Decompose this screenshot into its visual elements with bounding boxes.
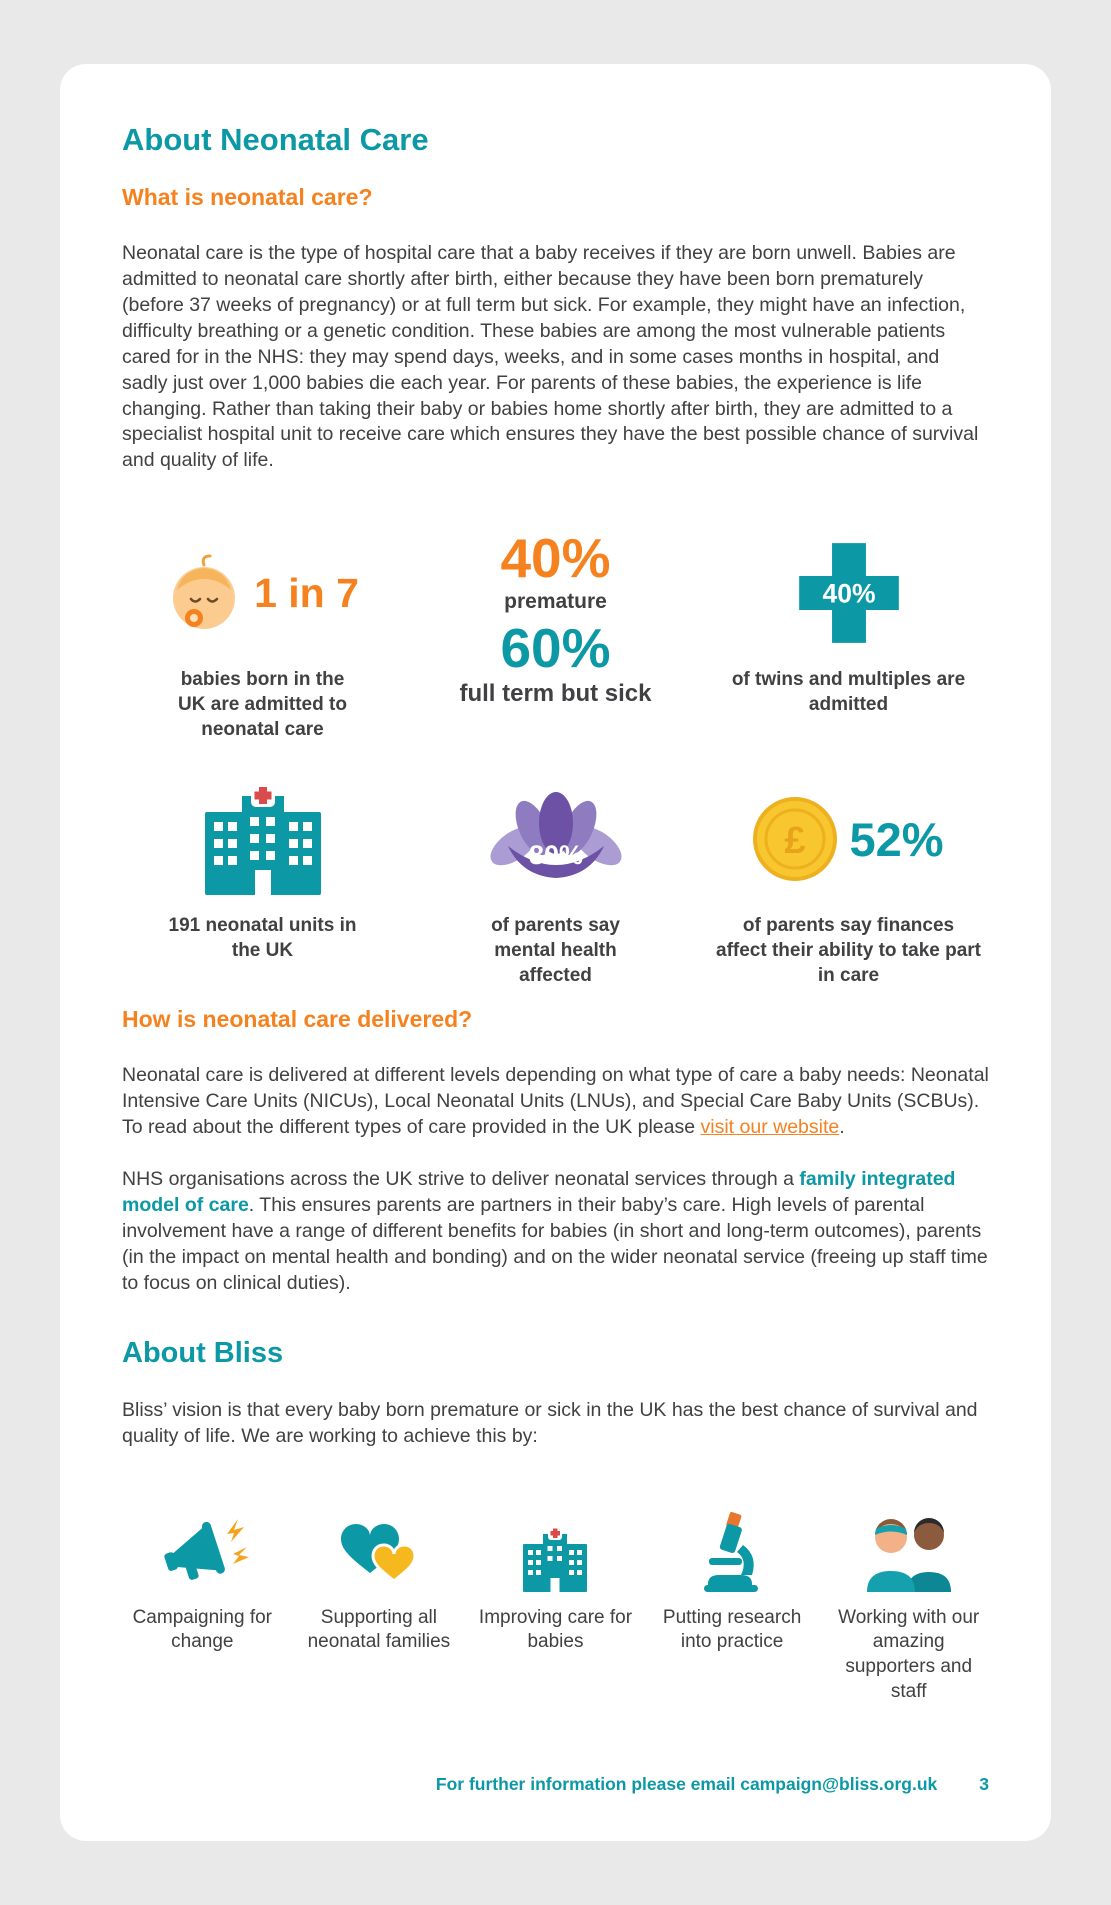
one-in-seven-value: 1 in 7 <box>254 569 359 616</box>
footer-text: For further information please email campaign@bliss.org.uk <box>435 1774 938 1795</box>
stats-grid <box>122 527 989 988</box>
premature-value: 40% <box>500 527 611 590</box>
stat-finances <box>708 776 989 988</box>
paragraph-care-levels <box>122 1063 989 1141</box>
document-card <box>60 64 1051 1841</box>
hospital-icon <box>205 783 321 895</box>
paragraph-bliss-vision: Bliss’ vision is that every baby born premature or sick in the UK has the best chance of survival and quality of life. We are working to achieve this by: <box>122 1398 978 1447</box>
coin-icon <box>753 797 837 881</box>
paragraph-care-levels-end: . <box>839 1116 845 1139</box>
baby-face-icon <box>166 554 242 632</box>
heading-about-bliss: About Bliss <box>122 1336 284 1369</box>
family-integrated-model-phrase: family integrated model of care <box>122 1168 956 1217</box>
stat-one-in-seven <box>122 530 403 742</box>
mission-campaigning-label: Campaigning for change <box>132 1606 272 1653</box>
mission-improving <box>475 1502 636 1705</box>
mission-working-label: Working with our amazing supporters and staff <box>838 1606 980 1702</box>
hospital-small-icon <box>521 1526 589 1592</box>
twins-value: 40% <box>821 578 876 609</box>
lotus-flower-icon <box>490 786 622 892</box>
paragraph-nhs-model <box>122 1167 989 1297</box>
stat-units <box>122 776 403 988</box>
page-title: About Neonatal Care <box>122 122 429 157</box>
paragraph-nhs-model-text: NHS organisations across the UK strive to deliver neonatal services through a <box>122 1168 800 1191</box>
finances-value: 52% <box>849 812 944 866</box>
microscope-icon <box>697 1512 767 1592</box>
website-link[interactable]: visit our website <box>700 1116 840 1139</box>
paragraph-nhs-model-end: . This ensures parents are partners in their baby’s care. High levels of parental involvement have a range of different benefits for babies (in short and long-term outcomes), parents (in the impact on mental health and bonding) and on the wider neonatal service (freeing up staff time to focus on clinical duties). <box>122 1194 988 1294</box>
mental-health-value: 80% <box>528 840 583 871</box>
footer <box>122 1734 989 1795</box>
fullterm-value: 60% <box>500 617 611 680</box>
premature-label: premature <box>504 590 607 614</box>
mission-working <box>828 1502 989 1705</box>
hearts-icon <box>336 1516 422 1592</box>
twins-caption: of twins and multiples are admitted <box>731 669 966 715</box>
mission-campaigning <box>122 1502 283 1705</box>
finances-caption: of parents say finances affect their ability to take part in care <box>716 915 982 986</box>
heading-what-is-neonatal-care: What is neonatal care? <box>122 184 373 210</box>
mental-health-caption: of parents say mental health affected <box>491 915 620 986</box>
heading-how-delivered: How is neonatal care delivered? <box>122 1006 473 1033</box>
mission-supporting-label: Supporting all neonatal families <box>307 1606 451 1653</box>
mission-research <box>652 1502 813 1705</box>
megaphone-icon <box>153 1512 251 1592</box>
paragraph-what-is: Neonatal care is the type of hospital care that a baby receives if they are born unwell. Babies are admitted to neonatal care shortly after birth, either because they have been born prematurely (before 37 weeks of pregnancy) or at full term but sick. For example, they might have an infection, difficulty breathing or a genetic condition. These babies are among the most vulnerable patients cared for in the NHS: they may spend days, weeks, and in some cases months in hospital, and sadly just over 1,000 babies die each year. For parents of these babies, the experience is life changing. Rather than taking their baby or babies home shortly after birth, they are admitted to a specialist hospital unit to receive care which ensures they have the best possible chance of survival and quality of life. <box>122 242 979 472</box>
one-in-seven-caption: babies born in the UK are admitted to neonatal care <box>178 669 347 740</box>
pound-symbol: £ <box>784 820 807 863</box>
people-icon <box>853 1510 965 1592</box>
stat-mental-health <box>415 776 696 988</box>
mission-research-label: Putting research into practice <box>662 1606 802 1653</box>
missions-grid <box>122 1502 989 1705</box>
mission-supporting <box>299 1502 460 1705</box>
medical-cross-icon <box>796 540 902 646</box>
stat-twins <box>708 530 989 742</box>
stat-premature-fullterm <box>415 527 696 742</box>
page-number: 3 <box>979 1774 989 1795</box>
mission-improving-label: Improving care for babies <box>478 1606 633 1653</box>
fullterm-label: full term but sick <box>459 679 652 707</box>
units-caption: 191 neonatal units in the UK <box>168 915 357 962</box>
paragraph-care-levels-text: Neonatal care is delivered at different levels depending on what type of care a baby needs: Neonatal Intensive Care Units (NICUs), Local Neonatal Units (LNUs), and Special Care Baby Units (SCBUs). To read about the different types of care provided in the UK please <box>122 1064 989 1139</box>
